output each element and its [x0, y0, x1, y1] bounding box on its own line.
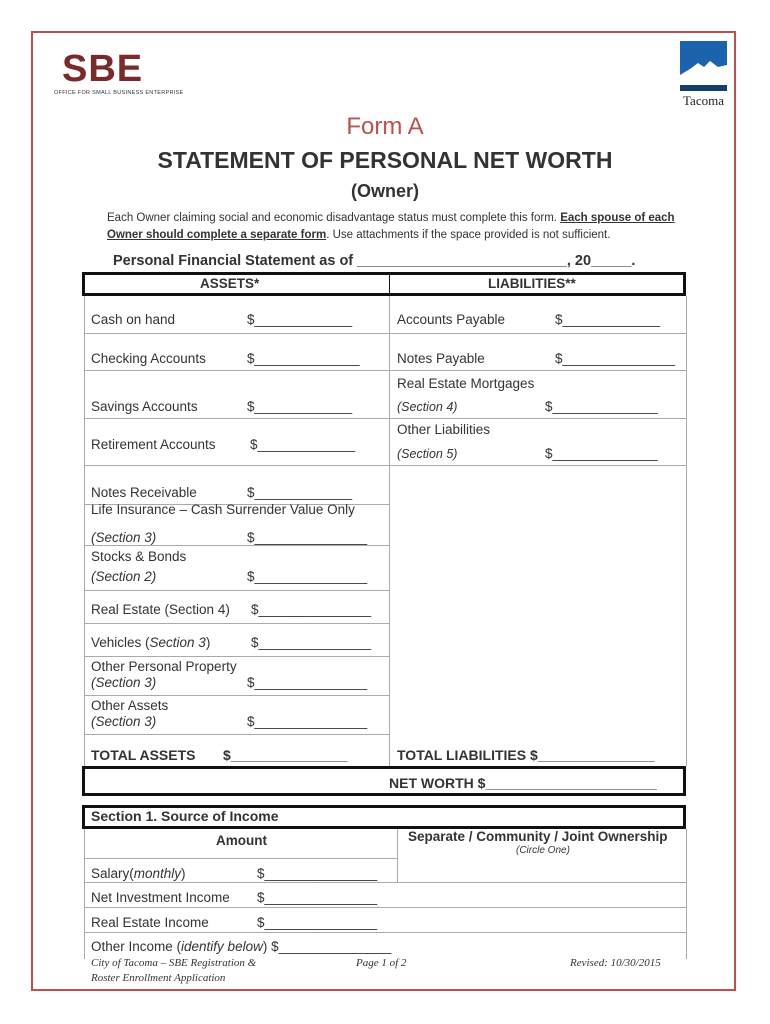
header-divider — [389, 272, 390, 296]
net-worth-field[interactable]: NET WORTH $______________________ — [389, 775, 657, 791]
tacoma-logo — [680, 41, 727, 113]
vehicles-field[interactable]: $_______________ — [251, 635, 372, 650]
mortgages-label: Real Estate Mortgages — [397, 376, 535, 391]
form-label: Form A — [346, 113, 424, 140]
tacoma-logo-text: Tacoma — [683, 93, 724, 108]
other-personal-section: (Section 3) — [91, 675, 157, 690]
other-liabilities-label: Other Liabilities — [397, 422, 491, 437]
row-divider — [84, 370, 687, 371]
retirement-label: Retirement Accounts — [91, 437, 216, 452]
other-assets-field[interactable]: $_______________ — [247, 714, 368, 729]
ownership-header: Separate / Community / Joint Ownership — [408, 829, 668, 844]
intro-text-3: . Use attachments if the space provided is not sufficient. — [326, 229, 611, 241]
other-personal-field[interactable]: $_______________ — [247, 675, 368, 690]
net-investment-field[interactable]: $_______________ — [257, 890, 378, 905]
row-divider — [84, 932, 687, 933]
row-divider — [84, 623, 389, 624]
stocks-field[interactable]: $_______________ — [247, 569, 368, 584]
other-liabilities-section: (Section 5) — [397, 447, 458, 461]
table-center-divider — [389, 296, 390, 766]
net-investment-label: Net Investment Income — [91, 890, 230, 905]
vehicles-label: Vehicles (Section 3) — [91, 635, 211, 650]
stocks-section: (Section 2) — [91, 569, 157, 584]
checking-field[interactable]: $______________ — [247, 351, 360, 366]
section1-left-border — [84, 829, 85, 959]
retirement-field[interactable]: $_____________ — [250, 437, 356, 452]
footer-left-line1: City of Tacoma – SBE Registration & — [91, 957, 257, 969]
section1-divider — [397, 829, 398, 882]
real-estate-label: Real Estate (Section 4) — [91, 602, 230, 617]
section1-right-border — [686, 829, 687, 959]
form-subtitle: (Owner) — [350, 181, 419, 201]
real-estate-income-field[interactable]: $_______________ — [257, 915, 378, 930]
total-assets-field[interactable]: $_______________ — [223, 747, 348, 763]
stocks-label: Stocks & Bonds — [91, 549, 187, 564]
life-insurance-label: Life Insurance – Cash Surrender Value Only — [91, 502, 355, 517]
other-personal-label: Other Personal Property — [91, 659, 237, 674]
other-liabilities-field[interactable]: $______________ — [545, 446, 658, 461]
intro-underlined: Each spouse of each Owner should complete a separate form — [107, 212, 675, 241]
mortgages-field[interactable]: $______________ — [545, 399, 658, 414]
statement-date-line: Personal Financial Statement as of __________________________, 20_____. — [113, 253, 636, 269]
other-income-field[interactable]: Other Income (identify below) $_______________ — [91, 939, 392, 954]
notes-payable-field[interactable]: $_______________ — [555, 351, 676, 366]
row-divider — [84, 465, 687, 466]
salary-label: Salary(monthly) — [91, 866, 186, 881]
notes-payable-label: Notes Payable — [397, 351, 485, 366]
sbe-logo-subtitle: OFFICE FOR SMALL BUSINESS ENTERPRISE — [54, 90, 184, 96]
life-insurance-field[interactable]: $_______________ — [247, 530, 368, 545]
real-estate-income-label: Real Estate Income — [91, 915, 209, 930]
real-estate-field[interactable]: $_______________ — [251, 602, 372, 617]
other-assets-label: Other Assets — [91, 698, 169, 713]
notes-receivable-label: Notes Receivable — [91, 485, 197, 500]
cash-field[interactable]: $_____________ — [247, 312, 353, 327]
row-divider — [84, 734, 389, 735]
cash-label: Cash on hand — [91, 312, 176, 327]
form-title: STATEMENT OF PERSONAL NET WORTH — [157, 147, 613, 173]
life-insurance-section: (Section 3) — [91, 530, 157, 545]
sbe-logo — [62, 50, 143, 88]
assets-header: ASSETS* — [200, 276, 260, 291]
row-divider — [84, 858, 397, 859]
circle-one-note: (Circle One) — [516, 845, 570, 856]
row-divider — [84, 590, 389, 591]
row-divider — [84, 418, 687, 419]
total-assets-label: TOTAL ASSETS — [91, 747, 196, 763]
footer-revised-date: Revised: 10/30/2015 — [570, 957, 661, 969]
assets-liabilities-header — [82, 272, 686, 296]
row-divider — [84, 333, 687, 334]
notes-receivable-field[interactable]: $_____________ — [247, 485, 353, 500]
savings-field[interactable]: $_____________ — [247, 399, 353, 414]
intro-paragraph — [107, 210, 677, 244]
intro-text-1: Each Owner claiming social and economic disadvantage status must complete this form. — [107, 212, 561, 224]
accounts-payable-label: Accounts Payable — [397, 312, 506, 327]
footer-page-number: Page 1 of 2 — [356, 957, 407, 969]
row-divider — [84, 545, 389, 546]
salary-field[interactable]: $_______________ — [257, 866, 378, 881]
row-divider — [84, 882, 687, 883]
row-divider — [84, 656, 389, 657]
accounts-payable-field[interactable]: $_____________ — [555, 312, 661, 327]
mortgages-section: (Section 4) — [397, 400, 458, 414]
row-divider — [84, 907, 687, 908]
savings-label: Savings Accounts — [91, 399, 198, 414]
other-assets-section: (Section 3) — [91, 714, 157, 729]
footer-left-line2: Roster Enrollment Application — [91, 972, 226, 984]
row-divider — [84, 695, 389, 696]
sbe-logo-text: SBE — [62, 48, 144, 90]
table-right-border — [686, 296, 687, 766]
liabilities-header: LIABILITIES** — [488, 276, 576, 291]
checking-label: Checking Accounts — [91, 351, 206, 366]
total-liabilities[interactable]: TOTAL LIABILITIES $_______________ — [397, 747, 655, 763]
section1-title: Section 1. Source of Income — [91, 808, 279, 824]
amount-header: Amount — [216, 833, 267, 848]
